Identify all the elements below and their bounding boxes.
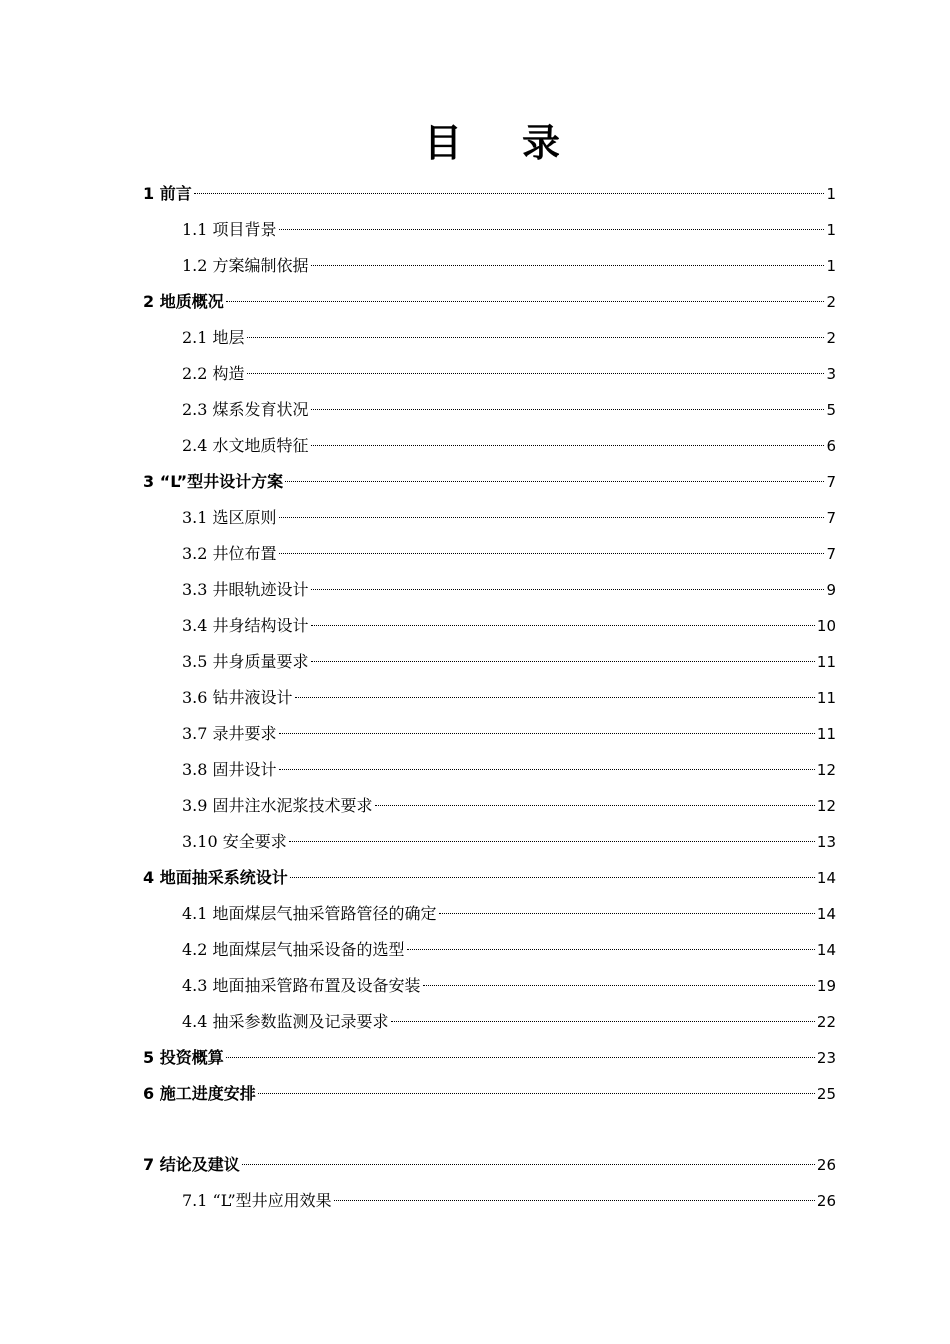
dot-leader [279, 769, 815, 770]
toc-entry-label: 3.6 钻井液设计 [182, 688, 293, 707]
dot-leader [258, 1093, 815, 1094]
toc-section-entry[interactable] [143, 1004, 836, 1040]
dot-leader [279, 229, 825, 230]
toc-section-entry[interactable] [143, 932, 836, 968]
toc-entry-label: 3.2 井位布置 [182, 544, 277, 563]
dot-leader [311, 265, 825, 266]
toc-entry-label: 6 施工进度安排 [143, 1084, 256, 1103]
toc-section-entry[interactable] [143, 752, 836, 788]
toc-section-entry[interactable] [143, 968, 836, 1004]
toc-entry-page-number: 14 [816, 905, 836, 923]
toc-entry-label: 5 投资概算 [143, 1048, 224, 1067]
dot-leader [311, 445, 825, 446]
toc-entry-page-number: 7 [826, 509, 836, 527]
toc-chapter-entry[interactable] [143, 284, 836, 320]
dot-leader [295, 697, 815, 698]
toc-entry-label: 1.2 方案编制依据 [182, 256, 309, 275]
dot-leader [311, 661, 815, 662]
toc-entry-label: 3.9 固井注水泥浆技术要求 [182, 796, 373, 815]
dot-leader [407, 949, 815, 950]
dot-leader [391, 1021, 815, 1022]
toc-entry-page-number: 11 [816, 725, 836, 743]
toc-chapter-entry[interactable] [143, 1076, 836, 1112]
section-spacer [143, 1112, 836, 1147]
toc-entry-page-number: 11 [816, 689, 836, 707]
toc-entry-label: 2.4 水文地质特征 [182, 436, 309, 455]
toc-chapter-entry[interactable] [143, 1040, 836, 1076]
toc-entry-page-number: 12 [816, 797, 836, 815]
toc-section-entry[interactable] [143, 212, 836, 248]
toc-chapter-entry[interactable] [143, 464, 836, 500]
toc-section-entry[interactable] [143, 536, 836, 572]
toc-section-entry[interactable] [143, 788, 836, 824]
toc-entry-page-number: 7 [826, 473, 836, 491]
dot-leader [311, 589, 825, 590]
toc-entry-label: 4.2 地面煤层气抽采设备的选型 [182, 940, 405, 959]
dot-leader [289, 841, 815, 842]
toc-title-char-2: 录 [522, 121, 561, 165]
toc-chapter-entry[interactable] [143, 860, 836, 896]
toc-entry-page-number: 14 [816, 941, 836, 959]
toc-section-entry[interactable] [143, 356, 836, 392]
dot-leader [423, 985, 815, 986]
toc-chapter-entry[interactable] [143, 176, 836, 212]
toc-entry-label: 3 “L”型井设计方案 [143, 472, 284, 491]
toc-entry-page-number: 2 [826, 329, 836, 347]
toc-entry-label: 1.1 项目背景 [182, 220, 277, 239]
dot-leader [311, 409, 825, 410]
dot-leader [279, 553, 825, 554]
toc-entry-label: 2.2 构造 [182, 364, 245, 383]
toc-entry-page-number: 19 [816, 977, 836, 995]
toc-entry-page-number: 1 [826, 221, 836, 239]
toc-title [0, 112, 950, 167]
dot-leader [279, 733, 815, 734]
toc-entry-label: 4.1 地面煤层气抽采管路管径的确定 [182, 904, 437, 923]
toc-entry-page-number: 25 [816, 1085, 836, 1103]
toc-entry-page-number: 3 [826, 365, 836, 383]
toc-section-entry[interactable] [143, 500, 836, 536]
toc-entry-page-number: 12 [816, 761, 836, 779]
dot-leader [242, 1164, 815, 1165]
dot-leader [285, 481, 824, 482]
toc-entry-label: 7 结论及建议 [143, 1155, 240, 1174]
toc-list [143, 176, 836, 1219]
dot-leader [439, 913, 815, 914]
toc-entry-label: 3.1 选区原则 [182, 508, 277, 527]
dot-leader [226, 1057, 815, 1058]
dot-leader [334, 1200, 815, 1201]
toc-entry-page-number: 9 [826, 581, 836, 599]
toc-entry-page-number: 1 [826, 185, 836, 203]
dot-leader [247, 337, 825, 338]
toc-section-entry[interactable] [143, 644, 836, 680]
toc-entry-label: 4.4 抽采参数监测及记录要求 [182, 1012, 389, 1031]
dot-leader [375, 805, 815, 806]
toc-entry-page-number: 10 [816, 617, 836, 635]
toc-entry-label: 3.10 安全要求 [182, 832, 287, 851]
toc-entry-page-number: 14 [816, 869, 836, 887]
toc-entry-label: 3.3 井眼轨迹设计 [182, 580, 309, 599]
toc-entry-label: 3.4 井身结构设计 [182, 616, 309, 635]
toc-entry-label: 1 前言 [143, 184, 192, 203]
toc-section-entry[interactable] [143, 608, 836, 644]
toc-entry-label: 2 地质概况 [143, 292, 224, 311]
toc-entry-page-number: 26 [816, 1156, 836, 1174]
toc-section-entry[interactable] [143, 716, 836, 752]
dot-leader [279, 517, 825, 518]
toc-section-entry[interactable] [143, 824, 836, 860]
toc-entry-page-number: 23 [816, 1049, 836, 1067]
toc-entry-page-number: 22 [816, 1013, 836, 1031]
toc-entry-page-number: 11 [816, 653, 836, 671]
toc-section-entry[interactable] [143, 896, 836, 932]
toc-section-entry[interactable] [143, 320, 836, 356]
toc-section-entry[interactable] [143, 392, 836, 428]
toc-entry-label: 4.3 地面抽采管路布置及设备安装 [182, 976, 421, 995]
toc-entry-page-number: 6 [826, 437, 836, 455]
toc-section-entry[interactable] [143, 428, 836, 464]
toc-section-entry[interactable] [143, 248, 836, 284]
toc-entry-label: 3.7 录井要求 [182, 724, 277, 743]
toc-entry-page-number: 7 [826, 545, 836, 563]
toc-entry-label: 2.3 煤系发育状况 [182, 400, 309, 419]
toc-entry-label: 3.5 井身质量要求 [182, 652, 309, 671]
toc-entry-page-number: 5 [826, 401, 836, 419]
toc-title-char-1: 目 [423, 121, 462, 165]
dot-leader [311, 625, 815, 626]
dot-leader [247, 373, 825, 374]
toc-section-entry[interactable] [143, 680, 836, 716]
toc-entry-page-number: 2 [826, 293, 836, 311]
toc-entry-page-number: 26 [816, 1192, 836, 1210]
toc-entry-label: 2.1 地层 [182, 328, 245, 347]
dot-leader [290, 877, 815, 878]
toc-entry-page-number: 1 [826, 257, 836, 275]
dot-leader [194, 193, 825, 194]
toc-entry-label: 4 地面抽采系统设计 [143, 868, 288, 887]
toc-section-entry[interactable] [143, 1183, 836, 1219]
toc-entry-label: 3.8 固井设计 [182, 760, 277, 779]
dot-leader [226, 301, 825, 302]
toc-section-entry[interactable] [143, 572, 836, 608]
toc-entry-page-number: 13 [816, 833, 836, 851]
toc-entry-label: 7.1 “L”型井应用效果 [182, 1191, 332, 1210]
toc-chapter-entry[interactable] [143, 1147, 836, 1183]
